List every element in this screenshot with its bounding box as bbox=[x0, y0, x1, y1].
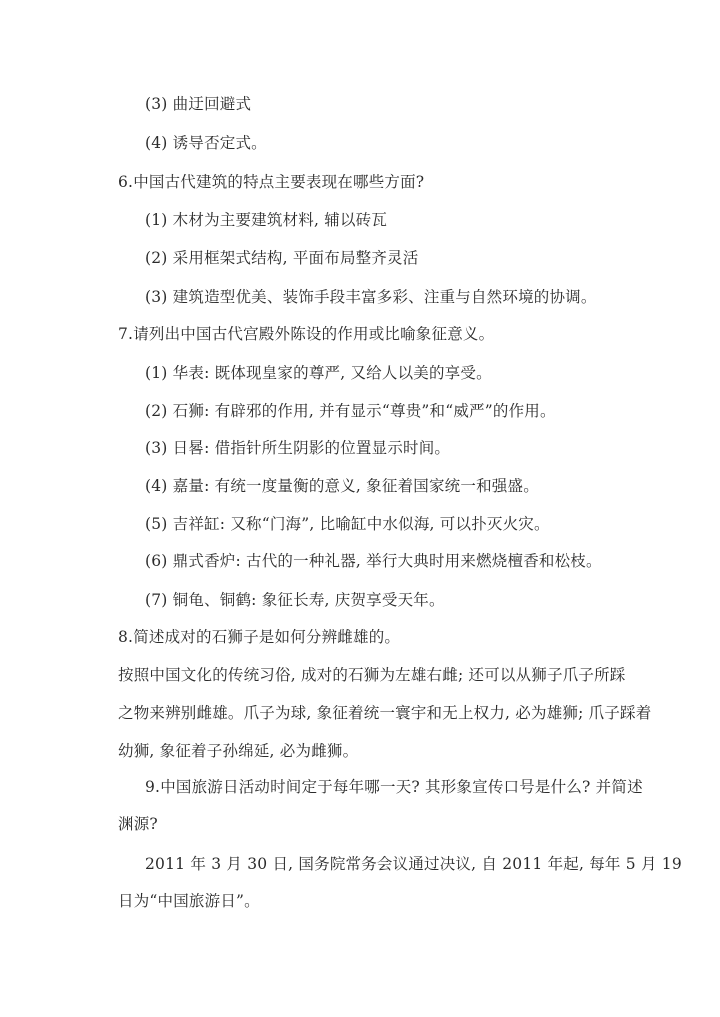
paragraph-line: 幼狮, 象征着子孙绵延, 必为雌狮。 bbox=[118, 742, 359, 760]
list-item: (3) 建筑造型优美、装饰手段丰富多彩、注重与自然环境的协调。 bbox=[145, 288, 597, 306]
list-item: (2) 石狮: 有辟邪的作用, 并有显示“尊贵”和“威严”的作用。 bbox=[145, 402, 556, 420]
question-heading-continuation: 渊源? bbox=[118, 815, 158, 833]
list-item: (7) 铜龟、铜鹤: 象征长寿, 庆贺享受天年。 bbox=[145, 591, 445, 609]
list-item: (3) 曲迂回避式 bbox=[145, 95, 252, 113]
list-item: (2) 采用框架式结构, 平面布局整齐灵活 bbox=[145, 249, 419, 267]
question-heading: 6.中国古代建筑的特点主要表现在哪些方面? bbox=[118, 173, 425, 191]
question-heading: 7.请列出中国古代宫殿外陈设的作用或比喻象征意义。 bbox=[118, 325, 495, 343]
list-item: (5) 吉祥缸: 又称“门海”, 比喻缸中水似海, 可以扑灭火灾。 bbox=[145, 515, 550, 533]
question-heading: 8.简述成对的石狮子是如何分辨雌雄的。 bbox=[118, 628, 401, 646]
paragraph-line: 之物来辨别雌雄。爪子为球, 象征着统一寰宇和无上权力, 必为雄狮; 爪子踩着 bbox=[118, 704, 652, 722]
list-item: (4) 嘉量: 有统一度量衡的意义, 象征着国家统一和强盛。 bbox=[145, 477, 539, 495]
list-item: (1) 木材为主要建筑材料, 辅以砖瓦 bbox=[145, 211, 388, 229]
list-item: (1) 华表: 既体现皇家的尊严, 又给人以美的享受。 bbox=[145, 364, 492, 382]
question-heading: 9.中国旅游日活动时间定于每年哪一天? 其形象宣传口号是什么? 并简述 bbox=[145, 778, 643, 796]
paragraph-line: 2011 年 3 月 30 日, 国务院常务会议通过决议, 自 2011 年起, 每年 5 月 19 bbox=[145, 855, 682, 873]
list-item: (6) 鼎式香炉: 古代的一种礼器, 举行大典时用来燃烧檀香和松枝。 bbox=[145, 552, 602, 570]
list-item: (4) 诱导否定式。 bbox=[145, 134, 267, 152]
paragraph-line: 日为“中国旅游日”。 bbox=[118, 892, 260, 910]
paragraph-line: 按照中国文化的传统习俗, 成对的石狮为左雄右雌; 还可以从狮子爪子所踩 bbox=[118, 666, 626, 684]
list-item: (3) 日晷: 借指针所生阴影的位置显示时间。 bbox=[145, 439, 451, 457]
